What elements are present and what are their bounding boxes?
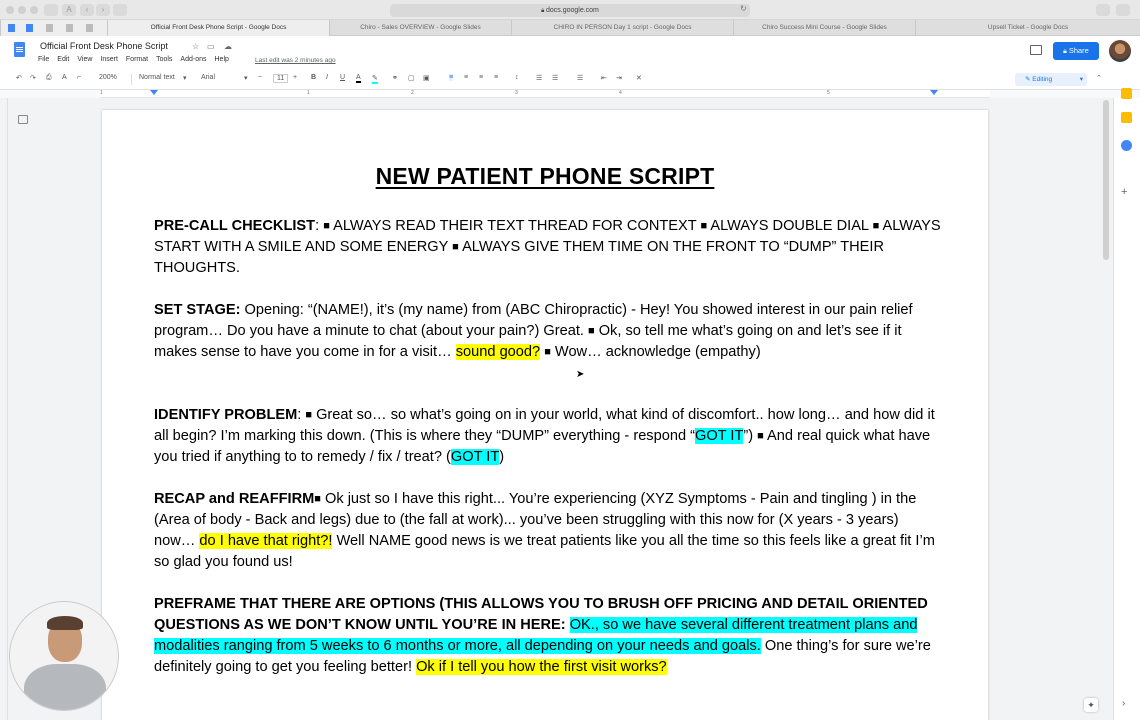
increase-font-icon[interactable]: + bbox=[293, 74, 298, 81]
line-spacing-icon[interactable]: ↕ bbox=[515, 74, 519, 81]
identify-problem-paragraph[interactable] bbox=[154, 405, 944, 468]
docs-favicon-icon[interactable] bbox=[26, 24, 33, 32]
menu-addons[interactable]: Add-ons bbox=[180, 56, 207, 63]
highlight-yellow: Ok if I tell you how the first visit works? bbox=[416, 659, 667, 675]
new-tab-icon[interactable] bbox=[1116, 4, 1130, 16]
precall-label: PRE-CALL CHECKLIST bbox=[154, 218, 316, 234]
precall-paragraph[interactable] bbox=[154, 216, 944, 279]
bullet-square-icon: ■ bbox=[588, 325, 595, 337]
recap-text: Well NAME good news is we treat patients like you all the time so this feels like a great fit I’m so glad you found us! bbox=[154, 533, 935, 570]
identify-text: Great so… so what’s going on in your world, what kind of discomfort.. how long… and how did it all begin? I’m marking this down. (This is where they “DUMP” everything - respond “ bbox=[154, 407, 935, 444]
set-stage-label: SET STAGE: bbox=[154, 302, 241, 318]
editing-mode-select[interactable] bbox=[1015, 73, 1087, 86]
right-indent-marker[interactable] bbox=[930, 90, 938, 95]
site-favicon-icon[interactable] bbox=[86, 24, 93, 32]
spellcheck-icon[interactable]: A bbox=[62, 74, 67, 81]
preframe-paragraph[interactable] bbox=[154, 594, 944, 678]
ruler-number: 2 bbox=[411, 90, 414, 96]
link-icon[interactable]: ⚭ bbox=[392, 75, 398, 82]
comment-icon[interactable]: ▢ bbox=[408, 75, 415, 82]
docs-favicon-icon[interactable] bbox=[8, 24, 15, 32]
bullet-square-icon: ■ bbox=[314, 493, 321, 505]
highlight-color-icon[interactable]: ✎ bbox=[372, 75, 378, 82]
highlight-yellow: sound good? bbox=[455, 344, 541, 360]
decrease-font-icon[interactable]: − bbox=[258, 74, 263, 81]
align-right-icon[interactable]: ≡ bbox=[479, 74, 484, 81]
chevron-down-icon: ▾ bbox=[1079, 76, 1083, 83]
webcam-overlay bbox=[9, 601, 119, 711]
precall-item: ALWAYS GIVE THEM TIME ON THE FRONT TO “DUMP” THEIR THOUGHTS. bbox=[154, 239, 884, 276]
ruler-number: 5 bbox=[827, 90, 830, 96]
menu-help[interactable]: Help bbox=[214, 56, 229, 63]
tab-sales-overview[interactable]: Chiro - Sales OVERVIEW - Google Slides bbox=[329, 20, 511, 36]
chevron-down-icon[interactable]: ▾ bbox=[244, 75, 248, 82]
reload-icon[interactable]: ↻ bbox=[740, 4, 747, 13]
preframe-label: PREFRAME THAT THERE ARE OPTIONS (THIS ALLOWS YOU TO BRUSH OFF PRICING AND DETAIL ORIENTED QUESTIONS AS WE DON’T KNOW UNTIL YOU’RE IN HERE: bbox=[154, 596, 928, 633]
lock-icon: 🔒︎ bbox=[541, 8, 546, 14]
set-stage-paragraph[interactable] bbox=[154, 300, 944, 363]
bullet-square-icon: ■ bbox=[700, 220, 708, 232]
zoom-window-icon[interactable] bbox=[30, 6, 38, 14]
share-button[interactable] bbox=[1053, 42, 1099, 60]
tab-overview-icon[interactable] bbox=[113, 4, 127, 16]
font-size-input[interactable]: 11 bbox=[273, 74, 288, 83]
move-folder-icon[interactable]: ▭ bbox=[207, 42, 215, 51]
comment-history-icon[interactable] bbox=[1030, 45, 1042, 55]
highlight-cyan: GOT IT bbox=[694, 428, 744, 444]
chevron-right-icon[interactable]: › bbox=[1122, 698, 1126, 709]
print-icon[interactable]: ⎙ bbox=[46, 74, 52, 81]
bold-icon[interactable]: B bbox=[311, 74, 317, 81]
keep-icon[interactable] bbox=[1121, 112, 1132, 123]
italic-icon[interactable]: I bbox=[326, 74, 328, 81]
back-icon[interactable]: ‹ bbox=[80, 4, 94, 16]
sidebar-icon[interactable] bbox=[44, 4, 58, 16]
paragraph-style-select[interactable]: Normal text bbox=[139, 74, 175, 81]
add-ons-plus-icon[interactable]: + bbox=[1121, 186, 1128, 198]
identify-label: IDENTIFY PROBLEM bbox=[154, 407, 298, 423]
preframe-text: One thing’s for sure we’re definitely going to get you feeling better! bbox=[154, 638, 931, 675]
precall-item: ALWAYS DOUBLE DIAL bbox=[707, 218, 873, 234]
chevron-down-icon[interactable]: ▾ bbox=[183, 75, 187, 82]
align-left-icon[interactable]: ≡ bbox=[449, 74, 454, 81]
menu-tools[interactable]: Tools bbox=[156, 56, 173, 63]
address-bar[interactable] bbox=[390, 4, 750, 17]
set-stage-text: Ok, so tell me what’s going on and let’s see if it makes sense to have you come in for a visit… bbox=[154, 323, 902, 360]
ruler-number: 3 bbox=[515, 90, 518, 96]
recap-text: Ok just so I have this right... You’re experiencing (XYZ Symptoms - Pain and tingling ) in the (Area of body - Back and legs) due to (the fall at work)... you’ve been struggling with this now for (X years - 3 years) now… bbox=[154, 491, 917, 549]
star-icon[interactable]: ☆ bbox=[192, 42, 200, 51]
browser-titlebar bbox=[0, 0, 1140, 20]
menu-file[interactable]: File bbox=[38, 56, 50, 63]
horizontal-ruler[interactable] bbox=[100, 90, 990, 98]
bullet-square-icon: ■ bbox=[872, 220, 880, 232]
identify-text: ) bbox=[499, 449, 505, 465]
bullet-square-icon: ■ bbox=[544, 346, 551, 358]
justify-icon[interactable]: ≡ bbox=[494, 74, 499, 81]
precall-item: ALWAYS START WITH A SMILE AND SOME ENERGY bbox=[154, 218, 941, 255]
last-edit-link[interactable]: Last edit was 2 minutes ago bbox=[255, 57, 336, 64]
chevron-up-icon[interactable]: ⌃ bbox=[1096, 75, 1102, 82]
highlight-cyan: GOT IT bbox=[450, 449, 500, 465]
text-color-icon[interactable]: A bbox=[356, 74, 361, 81]
highlight-yellow: do I have that right?! bbox=[199, 533, 333, 549]
numbered-list-icon[interactable]: ☰ bbox=[577, 75, 584, 82]
toolbar-divider bbox=[131, 74, 132, 85]
font-select[interactable]: Arial bbox=[201, 74, 216, 81]
menu-view[interactable]: View bbox=[77, 56, 93, 63]
bullet-square-icon: ■ bbox=[452, 241, 459, 253]
ruler-number: 1 bbox=[307, 90, 310, 96]
explore-icon[interactable]: ✦ bbox=[1084, 698, 1098, 712]
editing-label: Editing bbox=[1032, 76, 1053, 83]
ruler-number: 1 bbox=[100, 90, 103, 96]
tasks-icon[interactable] bbox=[1121, 140, 1132, 151]
clear-formatting-icon[interactable]: ✕ bbox=[636, 75, 642, 82]
share-label: Share bbox=[1068, 46, 1089, 55]
close-window-icon[interactable] bbox=[6, 6, 14, 14]
forward-icon[interactable]: › bbox=[96, 4, 110, 16]
separator: : bbox=[297, 407, 302, 423]
vertical-ruler bbox=[0, 98, 8, 720]
set-stage-text: Opening: “(NAME!), it’s (my name) from (ABC Chiropractic) - Hey! You showed interest in our pain relief program… Do you have a minute to chat (about your pain?) Great. bbox=[154, 302, 913, 339]
cloud-saved-icon: ☁ bbox=[224, 42, 232, 51]
tab-in-person-script[interactable]: CHIRO IN PERSON Day 1 script - Google Docs bbox=[511, 20, 733, 36]
left-indent-marker[interactable] bbox=[150, 90, 158, 95]
undo-icon[interactable]: ↶ bbox=[16, 75, 22, 82]
vertical-scrollbar[interactable] bbox=[1103, 100, 1109, 260]
decrease-indent-icon[interactable]: ⇤ bbox=[601, 75, 607, 82]
document-title[interactable]: Official Front Desk Phone Script bbox=[40, 41, 168, 51]
identify-text: And real quick what have you tried if anything to to remedy / fix / treat? ( bbox=[154, 428, 931, 465]
pencil-icon: ✎ bbox=[1025, 76, 1033, 83]
bullet-square-icon: ■ bbox=[305, 409, 313, 421]
paint-format-icon[interactable]: ⌐ bbox=[77, 74, 82, 81]
separator: : bbox=[315, 218, 320, 234]
address-text: docs.google.com bbox=[545, 7, 599, 14]
highlight-cyan: OK., so we have several different treatment plans and modalities ranging from 5 weeks to 6 months or more, all depending on your needs and goals. bbox=[154, 617, 918, 654]
document-heading[interactable]: NEW PATIENT PHONE SCRIPT bbox=[375, 163, 715, 189]
menu-format[interactable]: Format bbox=[125, 56, 149, 63]
tab-bar bbox=[0, 20, 1140, 36]
underline-icon[interactable]: U bbox=[340, 74, 346, 81]
precall-item: ALWAYS READ THEIR TEXT THREAD FOR CONTEXT bbox=[329, 218, 701, 234]
zoom-select[interactable]: 200% bbox=[99, 74, 117, 81]
bullet-square-icon: ■ bbox=[757, 430, 764, 442]
image-icon[interactable]: ▣ bbox=[423, 75, 430, 82]
redo-icon[interactable]: ↷ bbox=[30, 75, 36, 82]
checklist-icon[interactable]: ☰ bbox=[536, 75, 543, 82]
recap-label: RECAP and REAFFIRM bbox=[154, 491, 315, 507]
bullet-square-icon: ■ bbox=[323, 220, 330, 232]
document-outline-icon[interactable] bbox=[18, 115, 28, 124]
shield-icon[interactable]: A bbox=[62, 4, 76, 16]
ruler-number: 4 bbox=[619, 90, 622, 96]
identify-text: ”) bbox=[743, 428, 758, 444]
site-favicon-icon[interactable] bbox=[46, 24, 53, 32]
tab-upsell-ticket[interactable]: Upsell Ticket - Google Docs bbox=[915, 20, 1140, 36]
tab-mini-course[interactable]: Chiro Success Mini Course - Google Slides bbox=[733, 20, 915, 36]
set-stage-text: Wow… acknowledge (empathy) bbox=[550, 344, 761, 360]
increase-indent-icon[interactable]: ⇥ bbox=[616, 75, 622, 82]
align-center-icon[interactable]: ≡ bbox=[464, 74, 469, 81]
menu-edit[interactable]: Edit bbox=[57, 56, 70, 63]
recap-paragraph[interactable] bbox=[154, 489, 944, 573]
bulleted-list-icon[interactable]: ☰ bbox=[552, 75, 559, 82]
tab-front-desk-script[interactable]: Official Front Desk Phone Script - Google Docs bbox=[107, 20, 329, 36]
docs-logo-icon[interactable] bbox=[14, 42, 25, 57]
menu-insert[interactable]: Insert bbox=[100, 56, 118, 63]
menu-bar bbox=[38, 56, 237, 66]
lock-icon: 🔒︎ bbox=[1063, 48, 1069, 55]
minimize-window-icon[interactable] bbox=[18, 6, 26, 14]
share-page-icon[interactable] bbox=[1096, 4, 1110, 16]
mouse-cursor-icon: ➤ bbox=[576, 369, 585, 380]
presenter-hair bbox=[47, 616, 83, 630]
presenter-body bbox=[24, 664, 106, 711]
calendar-icon[interactable] bbox=[1121, 88, 1132, 99]
site-favicon-icon[interactable] bbox=[66, 24, 73, 32]
avatar[interactable] bbox=[1109, 40, 1131, 62]
